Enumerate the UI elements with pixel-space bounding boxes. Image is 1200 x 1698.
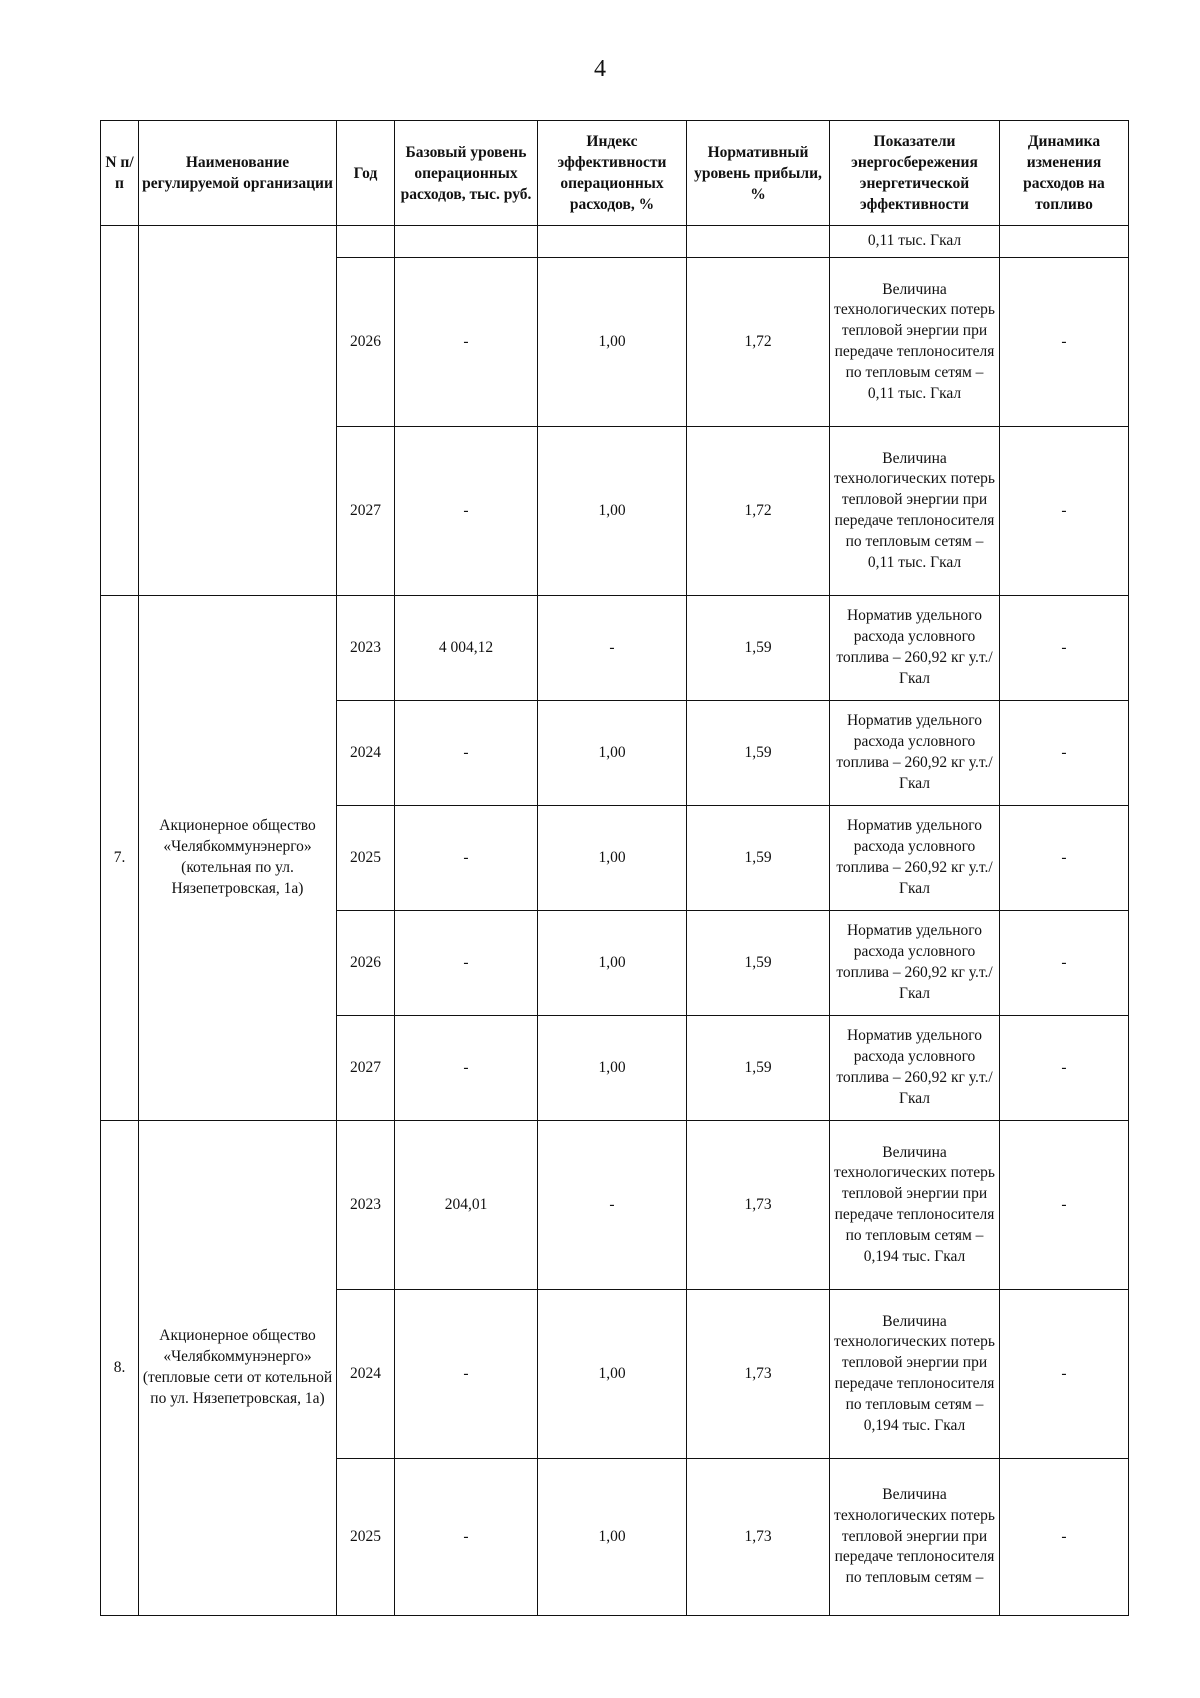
- year-cell: 2025: [337, 806, 395, 911]
- profit-cell: 1,59: [687, 806, 830, 911]
- profit-cell: [687, 226, 830, 258]
- table-row: [101, 226, 1129, 258]
- base-cell: -: [395, 1459, 538, 1616]
- col-header-energy: Показатели энергосбережения энергетической эффективности: [830, 121, 1000, 226]
- page-number: 4: [594, 56, 606, 82]
- org-name: Акционерное общество «Челябкоммунэнерго» (котельная по ул. Нязепетровская, 1а): [139, 596, 337, 1121]
- profit-cell: 1,59: [687, 701, 830, 806]
- year-cell: [337, 226, 395, 258]
- profit-cell: 1,72: [687, 427, 830, 596]
- base-cell: -: [395, 1016, 538, 1121]
- fuel-cell: [1000, 226, 1129, 258]
- index-cell: [538, 226, 687, 258]
- base-cell: -: [395, 806, 538, 911]
- header-row: [101, 121, 1129, 226]
- table-row: [101, 1121, 1129, 1290]
- base-cell: -: [395, 427, 538, 596]
- energy-cell: Величина технологических потерь тепловой энергии при передаче теплоносителя по тепловым сетям – 0,194 тыс. Гкал: [830, 1121, 1000, 1290]
- fuel-cell: -: [1000, 427, 1129, 596]
- year-cell: 2023: [337, 596, 395, 701]
- energy-cell: Величина технологических потерь тепловой энергии при передаче теплоносителя по тепловым сетям – 0,11 тыс. Гкал: [830, 427, 1000, 596]
- fuel-cell: -: [1000, 1121, 1129, 1290]
- fuel-cell: -: [1000, 1290, 1129, 1459]
- col-header-index: Индекс эффективности операционных расходов, %: [538, 121, 687, 226]
- year-cell: 2026: [337, 258, 395, 427]
- base-cell: 4 004,12: [395, 596, 538, 701]
- index-cell: 1,00: [538, 701, 687, 806]
- base-cell: -: [395, 1290, 538, 1459]
- energy-cell: 0,11 тыс. Гкал: [830, 226, 1000, 258]
- index-cell: -: [538, 1121, 687, 1290]
- energy-cell: Величина технологических потерь тепловой энергии при передаче теплоносителя по тепловым сетям – 0,194 тыс. Гкал: [830, 1290, 1000, 1459]
- org-name: [139, 226, 337, 596]
- row-number: 8.: [101, 1121, 139, 1616]
- index-cell: 1,00: [538, 1459, 687, 1616]
- year-cell: 2026: [337, 911, 395, 1016]
- table-row: [101, 596, 1129, 701]
- col-header-fuel: Динамика изменения расходов на топливо: [1000, 121, 1129, 226]
- year-cell: 2025: [337, 1459, 395, 1616]
- index-cell: 1,00: [538, 427, 687, 596]
- col-header-profit: Нормативный уровень прибыли, %: [687, 121, 830, 226]
- profit-cell: 1,59: [687, 1016, 830, 1121]
- base-cell: -: [395, 701, 538, 806]
- col-header-num: N п/п: [101, 121, 139, 226]
- row-number: 7.: [101, 596, 139, 1121]
- index-cell: 1,00: [538, 806, 687, 911]
- row-number: [101, 226, 139, 596]
- year-cell: 2024: [337, 701, 395, 806]
- base-cell: -: [395, 258, 538, 427]
- energy-cell: Норматив удельного расхода условного топлива – 260,92 кг у.т./Гкал: [830, 911, 1000, 1016]
- energy-cell: Норматив удельного расхода условного топлива – 260,92 кг у.т./Гкал: [830, 701, 1000, 806]
- energy-cell: Величина технологических потерь тепловой энергии при передаче теплоносителя по тепловым сетям –: [830, 1459, 1000, 1616]
- base-cell: 204,01: [395, 1121, 538, 1290]
- index-cell: 1,00: [538, 1290, 687, 1459]
- index-cell: 1,00: [538, 1016, 687, 1121]
- fuel-cell: -: [1000, 596, 1129, 701]
- fuel-cell: -: [1000, 701, 1129, 806]
- fuel-cell: -: [1000, 258, 1129, 427]
- tariff-table: [100, 120, 1129, 1616]
- energy-cell: Норматив удельного расхода условного топлива – 260,92 кг у.т./Гкал: [830, 806, 1000, 911]
- base-cell: [395, 226, 538, 258]
- fuel-cell: -: [1000, 1016, 1129, 1121]
- base-cell: -: [395, 911, 538, 1016]
- energy-cell: Величина технологических потерь тепловой энергии при передаче теплоносителя по тепловым сетям – 0,11 тыс. Гкал: [830, 258, 1000, 427]
- index-cell: 1,00: [538, 911, 687, 1016]
- year-cell: 2027: [337, 427, 395, 596]
- profit-cell: 1,73: [687, 1459, 830, 1616]
- profit-cell: 1,73: [687, 1290, 830, 1459]
- profit-cell: 1,59: [687, 596, 830, 701]
- col-header-year: Год: [337, 121, 395, 226]
- index-cell: -: [538, 596, 687, 701]
- fuel-cell: -: [1000, 806, 1129, 911]
- year-cell: 2023: [337, 1121, 395, 1290]
- year-cell: 2024: [337, 1290, 395, 1459]
- profit-cell: 1,73: [687, 1121, 830, 1290]
- profit-cell: 1,59: [687, 911, 830, 1016]
- profit-cell: 1,72: [687, 258, 830, 427]
- col-header-base: Базовый уровень операционных расходов, тыс. руб.: [395, 121, 538, 226]
- org-name: Акционерное общество «Челябкоммунэнерго» (тепловые сети от котельной по ул. Нязепетровская, 1а): [139, 1121, 337, 1616]
- energy-cell: Норматив удельного расхода условного топлива – 260,92 кг у.т./Гкал: [830, 596, 1000, 701]
- index-cell: 1,00: [538, 258, 687, 427]
- fuel-cell: -: [1000, 1459, 1129, 1616]
- col-header-org: Наименование регулируемой организации: [139, 121, 337, 226]
- fuel-cell: -: [1000, 911, 1129, 1016]
- energy-cell: Норматив удельного расхода условного топлива – 260,92 кг у.т./Гкал: [830, 1016, 1000, 1121]
- year-cell: 2027: [337, 1016, 395, 1121]
